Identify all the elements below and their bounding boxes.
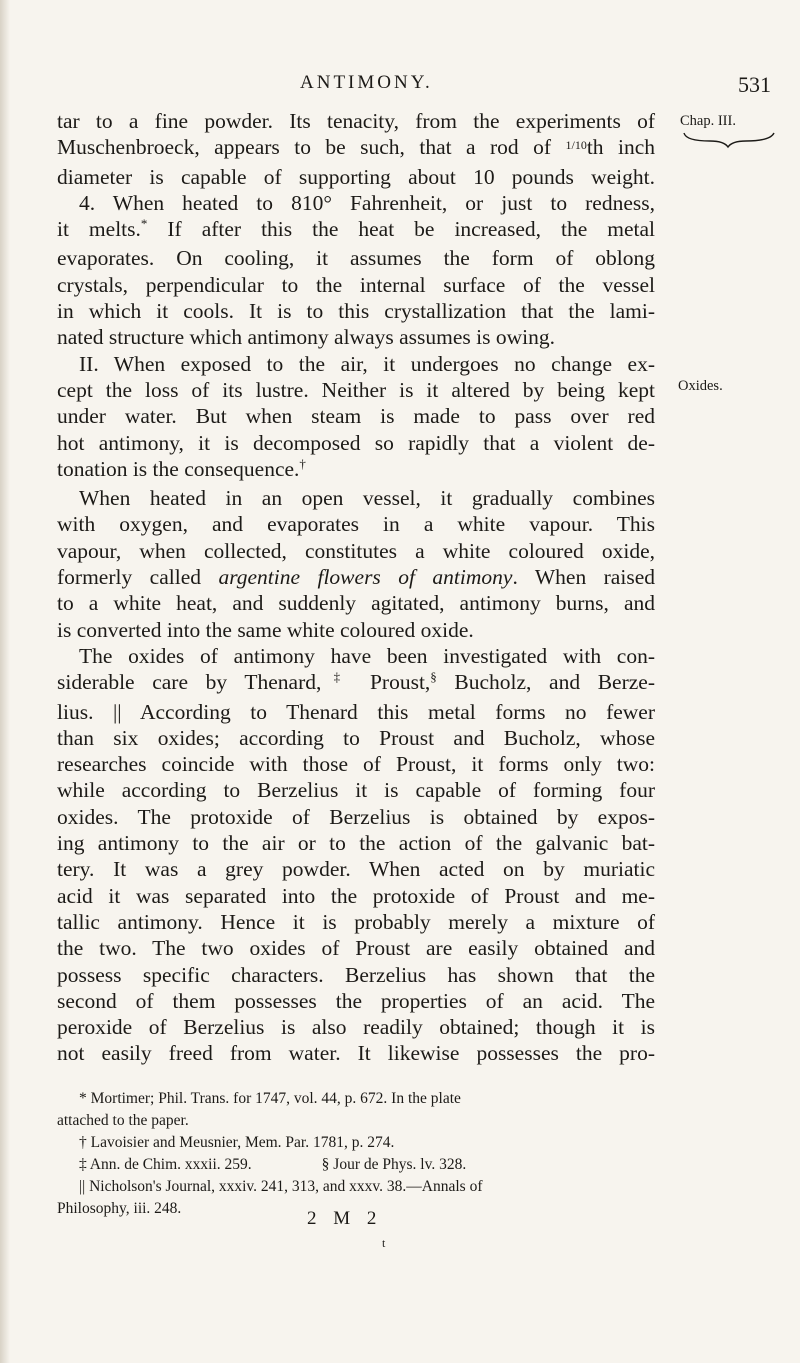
text-line: the two. The two oxides of Proust are easily obtained and	[57, 936, 655, 961]
margin-note-chapter: Chap. III.	[680, 113, 736, 129]
text-line: not easily freed from water. It likewise possesses the pro-	[57, 1041, 655, 1066]
text-line: under water. But when steam is made to pass over red	[57, 404, 655, 429]
text-line: is converted into the same white coloured oxide.	[57, 617, 474, 642]
text-line: oxides. The protoxide of Berzelius is obtained by expos-	[57, 804, 655, 829]
text-line: peroxide of Berzelius is also readily obtained; though it is	[57, 1015, 655, 1040]
margin-brace-icon	[680, 131, 780, 149]
footnote-mark: *	[140, 216, 148, 232]
text-line: formerly called argentine flowers of antimony. When raised	[57, 565, 655, 590]
running-title: ANTIMONY.	[300, 72, 433, 93]
page-edge-shadow	[0, 0, 10, 1363]
text-line: to a white heat, and suddenly agitated, antimony burns, and	[57, 591, 655, 616]
text-line: researches coincide with those of Proust, it forms only two:	[57, 752, 655, 777]
text-line: tallic antimony. Hence it is probably merely a mixture of	[57, 909, 655, 934]
footnote-mark: †	[299, 455, 306, 471]
text-line: nated structure which antimony always assumes is owing.	[57, 325, 555, 350]
footnote: ‡ Ann. de Chim. xxxii. 259.	[79, 1156, 252, 1173]
text-line: than six oxides; according to Proust and Bucholz, whose	[57, 725, 655, 750]
margin-note-oxides: Oxides.	[678, 378, 723, 394]
small-mark: t	[382, 1236, 386, 1250]
footnote-mark: ‡	[321, 669, 353, 685]
text-line: tar to a fine powder. Its tenacity, from the experiments of	[57, 109, 655, 133]
page-number: 531	[738, 72, 771, 97]
text-line: When heated in an open vessel, it gradually combines	[79, 486, 655, 511]
text-line: II. When exposed to the air, it undergoes no change ex-	[79, 351, 655, 376]
fraction: 1/10	[565, 138, 587, 153]
footnote: * Mortimer; Phil. Trans. for 1747, vol. 44, p. 672. In the plate	[79, 1090, 461, 1107]
text-line: tery. It was a grey powder. When acted on by muriatic	[57, 857, 655, 882]
text-line: cept the loss of its lustre. Neither is it altered by being kept	[57, 377, 655, 402]
text-line: 4. When heated to 810° Fahrenheit, or just to redness,	[79, 190, 655, 215]
text-line: lius. || According to Thenard this metal forms no fewer	[57, 699, 655, 724]
italic-term: argentine flowers of antimony	[218, 565, 513, 590]
text-line: possess specific characters. Berzelius has shown that the	[57, 962, 655, 987]
text-line: hot antimony, it is decomposed so rapidly that a violent de-	[57, 430, 655, 455]
text-line: siderable care by Thenard,‡ Proust,§ Bucholz, and Berze-	[57, 669, 655, 695]
text-line: while according to Berzelius it is capable of forming four	[57, 778, 655, 803]
text-line: second of them possesses the properties of an acid. The	[57, 988, 655, 1013]
footnote-mark: §	[430, 669, 437, 685]
footnote-row	[57, 1154, 655, 1176]
text-line: in which it cools. It is to this crystallization that the lami-	[57, 299, 655, 324]
signature-mark: 2 M 2	[307, 1208, 383, 1229]
text-line: The oxides of antimony have been investigated with con-	[79, 643, 655, 668]
text-line: ing antimony to the air or to the action of the galvanic bat-	[57, 831, 655, 856]
running-head	[0, 72, 800, 102]
footnotes	[57, 1088, 655, 1220]
footnote: || Nicholson's Journal, xxxiv. 241, 313, and xxxv. 38.—Annals of	[79, 1178, 483, 1195]
footnote-continuation: attached to the paper.	[57, 1112, 189, 1129]
text-line: it melts.* If after this the heat be increased, the metal	[57, 216, 656, 242]
text-line: with oxygen, and evaporates in a white vapour. This	[57, 512, 655, 537]
footnote-continuation: Philosophy, iii. 248.	[57, 1200, 182, 1217]
text-line: evaporates. On cooling, it assumes the form of oblong	[57, 246, 655, 271]
footnote: § Jour de Phys. lv. 328.	[321, 1156, 467, 1173]
footnote: † Lavoisier and Meusnier, Mem. Par. 1781, p. 274.	[79, 1134, 395, 1151]
text-line: tonation is the consequence.†	[57, 455, 306, 481]
text-line: diameter is capable of supporting about 10 pounds weight.	[57, 164, 655, 189]
text-line: crystals, perpendicular to the internal surface of the vessel	[57, 272, 655, 297]
text-line: acid it was separated into the protoxide of Proust and me-	[57, 883, 655, 908]
text-line: vapour, when collected, constitutes a white coloured oxide,	[57, 538, 655, 563]
text-line: Muschenbroeck, appears to be such, that a rod of $^{1/10}$th inch	[57, 135, 656, 160]
main-text	[57, 108, 655, 1067]
